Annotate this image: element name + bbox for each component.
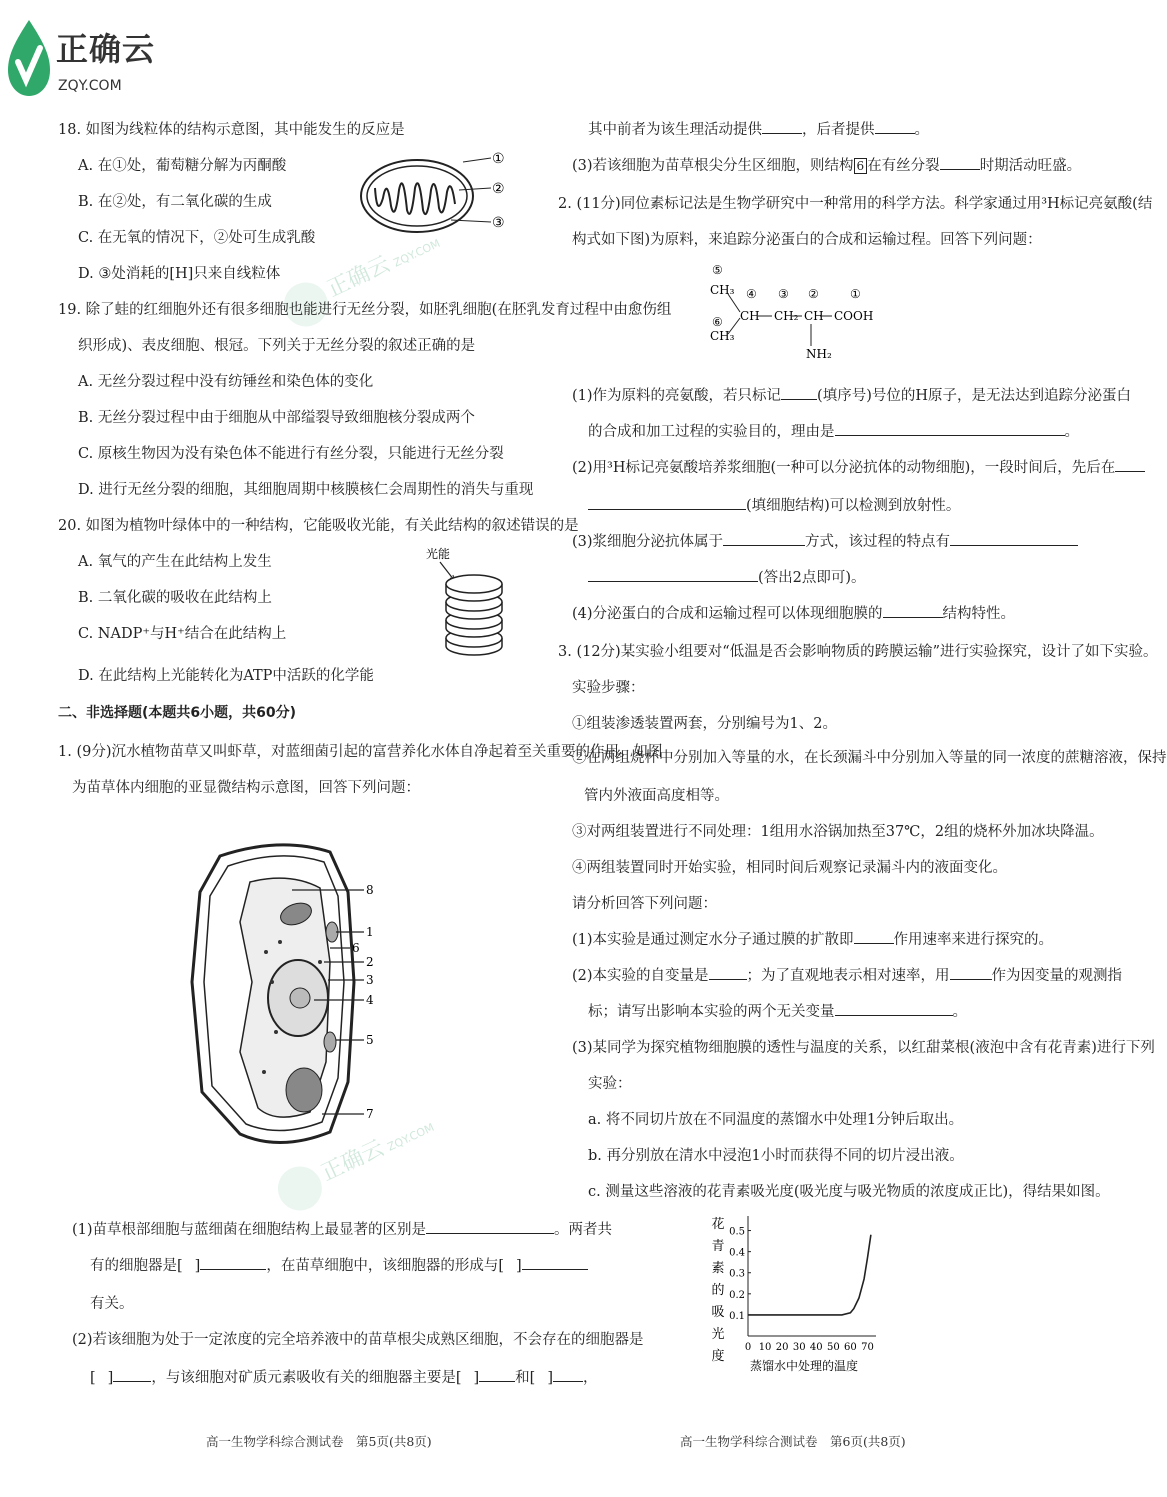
q18-option-d: D. ③处消耗的[H]只来自线粒体 (78, 266, 281, 282)
q19-option-d: D. 进行无丝分裂的细胞，其细胞周期中核膜核仁会周期性的消失与重现 (78, 482, 534, 498)
logo-mark-icon (6, 18, 52, 98)
q3-exp-b: b. 再分别放在清水中浸泡1小时而获得不同的切片浸出液。 (588, 1148, 964, 1164)
q3-part2-line1: (2)本实验的自变量是 ；为了直观地表示相对速率，用 作为因变量的观测指 (572, 964, 1122, 985)
q3-exp-c: c. 测量这些溶液的花青素吸光度(吸光度与吸光物质的浓度成正比)，得结果如图。 (588, 1184, 1110, 1200)
x-tick-label: 30 (792, 1342, 806, 1353)
x-tick-label: 70 (861, 1342, 874, 1353)
answer-blank[interactable] (522, 1255, 588, 1270)
q19-option-b: B. 无丝分裂过程中由于细胞从中部缢裂导致细胞核分裂成两个 (78, 410, 475, 426)
q1-part2-line2: [ ] ，与该细胞对矿质元素吸收有关的细胞器主要是[ ] 和[ ] ， (90, 1366, 598, 1387)
q3-part1: (1)本实验是通过测定水分子通过膜的扩散即 作用速率来进行探究的。 (572, 928, 1053, 949)
q1-part1-line2: 有的细胞器是[ ] ，在苗草细胞中，该细胞器的形成与[ ] (90, 1254, 588, 1275)
y-axis-label-char: 光 (711, 1327, 725, 1342)
q1-part1-line1: (1)苗草根部细胞与蓝细菌在细胞结构上最显著的区别是 。两者共 (72, 1218, 612, 1239)
q19-stem-line1: 19. 除了蛙的红细胞外还有很多细胞也能进行无丝分裂，如胚乳细胞(在胚乳发育过程中由愈伤组 (58, 302, 672, 318)
x-tick-label: 10 (758, 1342, 772, 1353)
cell-label-2: 2 (366, 955, 374, 969)
q2-part1-line1: (1)作为原料的亮氨酸，若只标记 (填序号)号位的H原子，是无法达到追踪分泌蛋白 (572, 384, 1131, 405)
answer-blank[interactable] (854, 929, 894, 944)
q2-part3-line1: (3)浆细胞分泌抗体属于 方式，该过程的特点有 (572, 530, 1078, 551)
q19-option-c: C. 原核生物因为没有染色体不能进行有丝分裂，只能进行无丝分裂 (78, 446, 504, 462)
q18-option-a: A. 在①处，葡萄糖分解为丙酮酸 (78, 158, 287, 174)
q3-stem: 3. (12分)某实验小组要对“低温是否会影响物质的跨膜运输”进行实验探究，设计了如下实验。 (558, 644, 1158, 660)
q3-exp-a: a. 将不同切片放在不同温度的蒸馏水中处理1分钟后取出。 (588, 1112, 964, 1128)
cell-label-4: 4 (366, 993, 374, 1007)
y-tick-label: 0.3 (729, 1268, 745, 1280)
y-axis-label-char: 度 (711, 1349, 725, 1364)
answer-blank[interactable] (883, 603, 943, 618)
answer-blank[interactable] (723, 531, 805, 546)
q2-part3-line2: (答出2点即可)。 (588, 566, 866, 587)
q1-part3: (3)若该细胞为苗草根尖分生区细胞，则结构 6 在有丝分裂 时期活动旺盛。 (572, 154, 1081, 175)
q1-stem-line2: 为苗草体内细胞的亚显微结构示意图，回答下列问题： (72, 780, 420, 796)
svg-text:CH: CH (740, 309, 760, 323)
q3-steps-title: 实验步骤： (572, 680, 645, 696)
y-tick-label: 0.5 (729, 1226, 745, 1238)
grana-diagram (420, 544, 510, 660)
answer-blank[interactable] (1115, 457, 1145, 472)
q3-step-1: ①组装渗透装置两套，分别编号为1、2。 (572, 716, 837, 732)
answer-blank[interactable] (835, 421, 1065, 436)
light-label: 光能 (426, 547, 451, 561)
logo-domain: ZQY.COM (58, 78, 122, 94)
series-line (748, 1235, 871, 1315)
q2-part4: (4)分泌蛋白的合成和运输过程可以体现细胞膜的 结构特性。 (572, 602, 1015, 623)
answer-blank[interactable] (875, 119, 915, 134)
answer-blank[interactable] (762, 119, 802, 134)
x-tick-label: 40 (809, 1342, 823, 1353)
q3-part3-line1: (3)某同学为探究植物细胞膜的透性与温度的关系，以红甜菜根(液泡中含有花青素)进行下列 (572, 1040, 1155, 1056)
y-axis-label-char: 素 (711, 1261, 725, 1276)
q3-step-4: ④两组装置同时开始实验，相同时间后观察记录漏斗内的液面变化。 (572, 860, 1007, 876)
y-tick-label: 0.4 (729, 1247, 745, 1259)
mito-label-2: ② (492, 181, 505, 197)
page-footer-right: 高一生物学科综合测试卷 第6页(共8页) (680, 1434, 906, 1449)
answer-blank[interactable] (426, 1219, 554, 1234)
x-tick-label: 20 (775, 1342, 789, 1353)
q2-stem-line1: 2. (11分)同位素标记法是生物学研究中一种常用的科学方法。科学家通过用³H标记亮氨酸(结 (558, 196, 1153, 212)
q3-ask: 请分析回答下列问题： (572, 896, 717, 912)
y-axis-label-char: 吸 (711, 1305, 725, 1320)
logo (4, 4, 156, 108)
svg-text:③: ③ (778, 287, 789, 301)
answer-blank[interactable] (950, 965, 992, 980)
q20-option-a: A. 氧气的产生在此结构上发生 (78, 554, 272, 570)
svg-text:CH: CH (804, 309, 824, 323)
mito-label-1: ① (492, 151, 505, 167)
y-axis-label-char: 的 (711, 1283, 725, 1298)
cell-label-7: 7 (366, 1107, 374, 1121)
q2-stem-line2: 构式如下图)为原料，来追踪分泌蛋白的合成和运输过程。回答下列问题： (572, 232, 1042, 248)
watermark: 正确云 ZQY.COM (271, 1106, 443, 1217)
y-tick-label: 0.1 (729, 1310, 745, 1322)
svg-text:⑥: ⑥ (712, 315, 723, 329)
q3-step-3: ③对两组装置进行不同处理：1组用水浴锅加热至37℃，2组的烧杯外加冰块降温。 (572, 824, 1104, 840)
svg-text:④: ④ (746, 287, 757, 301)
cell-label-5: 5 (366, 1033, 374, 1047)
q20-stem: 20. 如图为植物叶绿体中的一种结构，它能吸收光能，有关此结构的叙述错误的是 (58, 518, 579, 534)
q3-part2-line2: 标；请写出影响本实验的两个无关变量 。 (588, 1000, 967, 1021)
watermark: 正确云 ZQY.COM (277, 222, 449, 333)
x-axis-label: 蒸馏水中处理的温度 (749, 1359, 859, 1373)
svg-text:②: ② (808, 287, 819, 301)
cell-label-1: 1 (366, 925, 374, 939)
q3-part3-line2: 实验： (588, 1076, 632, 1092)
page-footer-left: 高一生物学科综合测试卷 第5页(共8页) (206, 1434, 432, 1449)
q19-option-a: A. 无丝分裂过程中没有纺锤丝和染色体的变化 (78, 374, 374, 390)
answer-blank[interactable] (709, 965, 747, 980)
svg-text:①: ① (850, 287, 861, 301)
q2-part1-line2: 的合成和加工过程的实验目的，理由是 。 (588, 420, 1079, 441)
answer-blank[interactable] (940, 155, 980, 170)
q20-option-d: D. 在此结构上光能转化为ATP中活跃的化学能 (78, 668, 374, 684)
q3-step-2-line2: 管内外液面高度相等。 (584, 788, 729, 804)
leucine-formula (700, 258, 874, 370)
q1-stem-line1: 1. (9分)沉水植物苗草又叫虾草，对蓝细菌引起的富营养化水体自净起着至关重要的作用。如图 (58, 744, 663, 760)
q1-cont-line: 其中前者为该生理活动提供 ，后者提供 。 (588, 118, 929, 139)
answer-blank[interactable] (950, 531, 1078, 546)
cell-label-3: 3 (366, 973, 374, 987)
answer-blank[interactable] (588, 567, 758, 582)
anthocyanin-absorbance-chart (700, 1214, 890, 1390)
cell-label-6: 6 (352, 941, 360, 955)
q2-part2-line2: (填细胞结构)可以检测到放射性。 (588, 494, 960, 515)
svg-text:COOH: COOH (834, 309, 874, 323)
mitochondrion-diagram (355, 148, 515, 248)
answer-blank[interactable] (781, 385, 817, 400)
cell-label-8: 8 (366, 883, 374, 897)
mito-label-3: ③ (492, 215, 505, 231)
answer-blank[interactable] (113, 1367, 151, 1382)
answer-blank[interactable] (835, 1001, 953, 1016)
q2-part2-line1: (2)用³H标记亮氨酸培养浆细胞(一种可以分泌抗体的动物细胞)，一段时间后，先后在 (572, 456, 1145, 477)
x-tick-label: 50 (826, 1342, 840, 1353)
answer-blank[interactable] (479, 1367, 515, 1382)
q18-option-c: C. 在无氧的情况下，②处可生成乳酸 (78, 230, 316, 246)
svg-text:CH₂: CH₂ (774, 309, 799, 323)
plant-cell-diagram (180, 832, 390, 1162)
logo-text: 正确云 (56, 30, 156, 68)
answer-blank[interactable] (588, 495, 746, 510)
y-axis-label-char: 青 (711, 1239, 725, 1254)
q18-stem: 18. 如图为线粒体的结构示意图，其中能发生的反应是 (58, 122, 405, 138)
q20-option-c: C. NADP⁺与H⁺结合在此结构上 (78, 626, 287, 642)
section-2-heading: 二、非选择题(本题共6小题，共60分) (58, 705, 297, 721)
q3-step-2-line1: ②在两组烧杯中分别加入等量的水，在长颈漏斗中分别加入等量的同一浓度的蔗糖溶液，保持 (572, 750, 1167, 766)
x-tick-label: 0 (744, 1342, 752, 1353)
q18-option-b: B. 在②处，有二氧化碳的生成 (78, 194, 272, 210)
x-tick-label: 60 (844, 1342, 857, 1353)
svg-text:NH₂: NH₂ (806, 347, 832, 361)
svg-text:CH₃: CH₃ (710, 283, 735, 297)
y-axis-label-char: 花 (711, 1217, 725, 1232)
answer-blank[interactable] (200, 1255, 266, 1270)
q1-part1-line3: 有关。 (90, 1296, 134, 1312)
q1-part2-line1: (2)若该细胞为处于一定浓度的完全培养液中的苗草根尖成熟区细胞，不会存在的细胞器是 (72, 1332, 644, 1348)
q20-option-b: B. 二氧化碳的吸收在此结构上 (78, 590, 272, 606)
q19-stem-line2: 织形成)、表皮细胞、根冠。下列关于无丝分裂的叙述正确的是 (78, 338, 476, 354)
svg-text:CH₃: CH₃ (710, 329, 735, 343)
answer-blank[interactable] (553, 1367, 583, 1382)
svg-text:⑤: ⑤ (712, 263, 723, 277)
y-tick-label: 0.2 (729, 1289, 745, 1301)
